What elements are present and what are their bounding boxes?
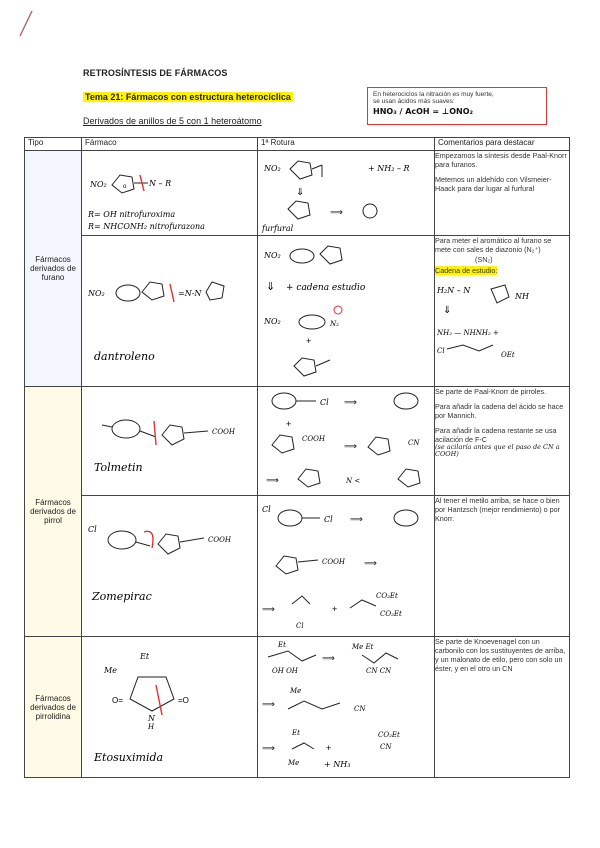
rotura-co2et2: CO₂Et [380, 610, 402, 618]
struct-n: N [148, 714, 155, 723]
comment-highlight: Cadena de estudio: [435, 266, 498, 275]
note-formula: HNO₃ / AcOH = ⊥ONO₂ [373, 107, 474, 116]
drug-name-nitrofuroxima: R= OH nitrofuroxima [88, 210, 176, 219]
cadena-estudio-drawing [435, 281, 561, 361]
tipo-pirrol: Fármacos derivados de pirrol [25, 387, 82, 637]
drug-etosuximida-structure [82, 637, 258, 778]
rotura-cadena: + cadena estudio [286, 283, 366, 293]
comment-text: Para meter el aromático al furano se mete con sales de diazonio (N₂⁺) [435, 236, 552, 254]
svg-text:⟹: ⟹ [330, 207, 343, 217]
etosuximida-drawing [82, 637, 258, 777]
svg-text:o: o [123, 184, 127, 190]
rotura-nitrofurazona-drawing [258, 151, 435, 235]
svg-text:⟹: ⟹ [344, 397, 357, 407]
topic-heading: Tema 21: Fármacos con estructura heterocíclica [85, 92, 291, 102]
cadena-hydrazine: NH₂ — NHNH₂ + [437, 329, 499, 337]
zomepirac-drawing [82, 496, 258, 636]
note-line-2: se usan ácidos más suaves: [373, 98, 455, 105]
drug-zomepirac-structure [82, 496, 258, 637]
svg-text:⟹: ⟹ [262, 743, 275, 753]
tipo-pirrolidina: Fármacos derivados de pirrolidina [25, 637, 82, 778]
drug-name-tolmetin: Tolmetin [94, 461, 143, 474]
rotura-etosuximida [258, 637, 435, 778]
rotura-cn: CN [408, 439, 420, 447]
comment-text: Empezamos la síntesis desde Paal-Knorr para furanos. [435, 151, 567, 169]
table-row [25, 637, 570, 778]
rotura-amine: + NH₂ – R [368, 164, 410, 173]
rotura-furfural: furfural [262, 224, 294, 233]
comments-dantroleno [435, 236, 570, 387]
comment-text: Metemos un aldehído con Vilsmeier-Haack para dar lugar al furfural [435, 175, 552, 193]
drug-nitrofurazona-structure [82, 151, 258, 236]
rotura-cooh: COOH [322, 558, 345, 566]
rotura-et2: Et [292, 729, 300, 737]
rotura-no2: NO₂ [264, 251, 281, 260]
struct-cl: Cl [88, 525, 97, 534]
rotura-dantroleno-drawing [258, 236, 435, 386]
rotura-me2: Me [288, 759, 300, 767]
rotura-co2et: CO₂Et [376, 592, 398, 600]
nitrofurazona-drawing [82, 151, 258, 235]
comment-text: Se parte de Knoevenagel con un carbonilo con los sustituyentes de arriba, y un malonato de etilo, pero con solo un éster, y en el otro un CN [435, 637, 566, 673]
rotura-cooh: COOH [302, 435, 325, 443]
table-row [25, 496, 570, 637]
drug-table [24, 137, 570, 778]
drug-name-nitrofurazona: R= NHCONH₂ nitrofurazona [88, 222, 205, 231]
rotura-cn: CN [354, 705, 366, 713]
svg-text:⇓: ⇓ [296, 187, 305, 198]
drug-name-etosuximida: Etosuximida [94, 751, 164, 764]
comment-text: Para añadir la cadena del ácido se hace por Mannich. [435, 402, 564, 420]
header-tipo: Tipo [25, 138, 82, 151]
rotura-tolmetin [258, 387, 435, 496]
svg-text:⟹: ⟹ [262, 699, 275, 709]
comments-zomepirac [435, 496, 570, 637]
dantroleno-drawing [82, 236, 258, 386]
svg-text:⟹: ⟹ [364, 558, 377, 568]
struct-tail-label: N – R [149, 179, 172, 188]
comment-handwritten: (se acilaría antes que el paso de CN a COOH) [435, 443, 560, 458]
rotura-zomepirac-drawing [258, 496, 435, 636]
table-row [25, 236, 570, 387]
rotura-cn2: CN [380, 743, 392, 751]
svg-text:=O: =O [178, 696, 189, 705]
rotura-co2et: CO₂Et [378, 731, 400, 739]
rotura-tolmetin-drawing [258, 387, 435, 495]
drug-tolmetin-structure [82, 387, 258, 496]
cadena-nh: NH [515, 292, 529, 301]
struct-cooh: COOH [212, 428, 235, 436]
rotura-cl: Cl [262, 505, 271, 514]
rotura-cl: Cl [320, 398, 329, 407]
comment-text: Para añadir la cadena restante se usa acilación de F-C [435, 426, 557, 444]
svg-text:⇓: ⇓ [266, 281, 276, 293]
svg-text:⇓: ⇓ [443, 305, 452, 316]
table-header-row [25, 138, 570, 151]
table-row [25, 387, 570, 496]
svg-text:+: + [326, 743, 332, 753]
comments-etosuximida [435, 637, 570, 778]
header-rotura: 1ª Rotura [258, 138, 435, 151]
svg-text:⟹: ⟹ [344, 441, 357, 451]
comments-tolmetin [435, 387, 570, 496]
struct-me: Me [104, 666, 117, 675]
nitration-note [367, 87, 547, 125]
cadena-oet: OEt [501, 351, 515, 359]
rotura-cl3: Cl [296, 622, 304, 630]
drug-name-zomepirac: Zomepirac [92, 590, 152, 603]
comments-nitrofurazona [435, 151, 570, 236]
page-title: RETROSÍNTESIS DE FÁRMACOS [83, 68, 228, 78]
pen-stroke-decoration [16, 8, 36, 38]
comment-text: Al tener el metilo arriba, se hace o bien por Hantzsch (mejor rendimiento) o por Knorr. [435, 496, 561, 523]
struct-no2-label: NO₂ [90, 180, 107, 189]
rotura-no2b: NO₂ [264, 317, 281, 326]
rotura-no2: NO₂ [264, 164, 281, 173]
svg-text:+: + [286, 419, 292, 429]
rotura-n2: N₂ [330, 320, 339, 328]
svg-text:=N-N: =N-N [178, 289, 202, 298]
tolmetin-drawing [82, 387, 258, 495]
subtitle: Derivados de anillos de 5 con 1 heteroátomo [83, 116, 262, 126]
struct-et: Et [140, 652, 150, 661]
rotura-dantroleno [258, 236, 435, 387]
rotura-oh: OH OH [272, 667, 298, 675]
comment-text: Se parte de Paal-Knorr de pirroles. [435, 387, 547, 396]
svg-text:⟹: ⟹ [322, 653, 335, 663]
cadena-h2n: H₂N – N [437, 286, 471, 295]
rotura-nitrofurazona [258, 151, 435, 236]
svg-text:+: + [306, 336, 312, 346]
svg-text:⟹: ⟹ [350, 514, 363, 524]
header-comentarios: Comentarios para destacar [435, 138, 570, 151]
table-row [25, 151, 570, 236]
struct-cooh: COOH [208, 536, 231, 544]
tipo-furano: Fármacos derivados de furano [25, 151, 82, 387]
rotura-cncn: CN CN [366, 667, 392, 675]
rotura-zomepirac [258, 496, 435, 637]
comment-text: (SN₂) [475, 255, 493, 264]
drug-name-dantroleno: dantroleno [94, 350, 155, 363]
rotura-meet: Me Et [352, 643, 374, 651]
rotura-mannich: N < [346, 477, 361, 485]
rotura-cl2: Cl [324, 515, 333, 524]
drug-dantroleno-structure [82, 236, 258, 387]
note-line-1: En heterociclos la nitración es muy fuerte, [373, 91, 494, 98]
svg-text:⟹: ⟹ [262, 604, 275, 614]
svg-text:+: + [332, 604, 338, 614]
cadena-cl: Cl [437, 347, 445, 355]
rotura-nh3: + NH₃ [324, 760, 351, 769]
rotura-me: Me [290, 687, 302, 695]
rotura-et: Et [278, 641, 286, 649]
struct-h: H [148, 723, 155, 731]
struct-no2-label: NO₂ [88, 289, 105, 298]
svg-text:O=: O= [112, 696, 123, 705]
rotura-etosuximida-drawing [258, 637, 435, 777]
svg-text:⟹: ⟹ [266, 475, 279, 485]
header-farmaco: Fármaco [82, 138, 258, 151]
